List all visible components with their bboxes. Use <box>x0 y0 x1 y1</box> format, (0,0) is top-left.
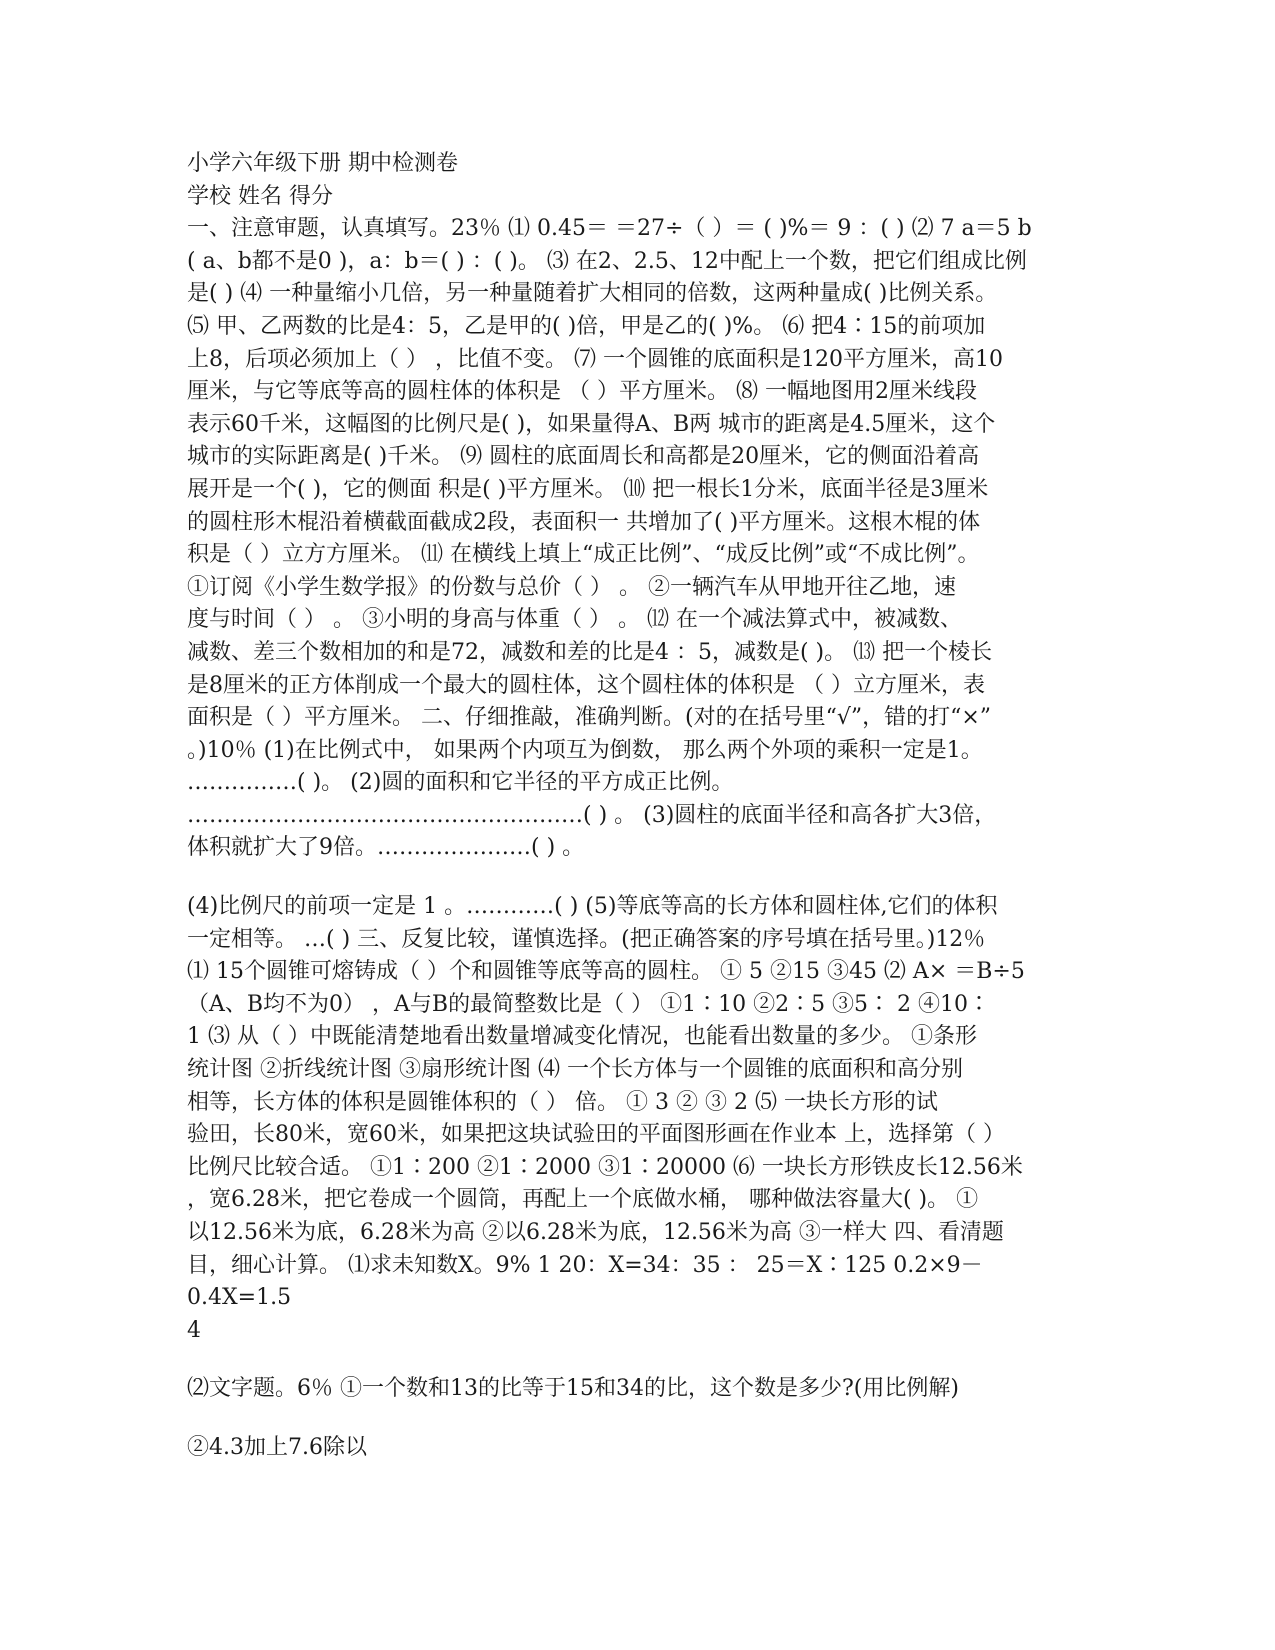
text-line: 。)10％ (1)在比例式中， 如果两个内项互为倒数， 那么两个外项的乘积一定是1。 <box>187 737 983 763</box>
text-line: 目，细心计算。 ⑴求未知数X。9% 1 20：X=34：35 ： 25＝X∶125 0.2×9－ <box>187 1252 983 1278</box>
text-line: 一定相等。 …( ) 三、反复比较，谨慎选择。(把正确答案的序号填在括号里。)12％ <box>187 926 986 952</box>
text-line: 0.4X=1.5 <box>187 1285 292 1311</box>
text-line: 是( ) ⑷ 一种量缩小几倍，另一种量随着扩大相同的倍数，这两种量成( )比例关系。 <box>187 281 998 307</box>
text-line: 验田，长80米，宽60米，如果把这块试验田的平面图形画在作业本 上，选择第（ ） <box>187 1122 1005 1148</box>
text-line: 度与时间（ ） 。 ③小明的身高与体重（ ） 。 ⑿ 在一个减法算式中，被减数、 <box>187 607 962 633</box>
text-line: ⑵文字题。6％ ①一个数和13的比等于15和34的比，这个数是多少?(用比例解) <box>187 1376 959 1402</box>
doc-title: 小学六年级下册 期中检测卷 <box>187 151 458 176</box>
text-line: ①订阅《小学生数学报》的份数与总价（ ） 。 ②一辆汽车从甲地开往乙地，速 <box>187 574 956 600</box>
doc-header-fields: 学校 姓名 得分 <box>187 183 333 209</box>
text-line: 厘米，与它等底等高的圆柱体的体积是 （ ）平方厘米。 ⑻ 一幅地图用2厘米线段 <box>187 379 977 405</box>
text-line: ②4.3加上7.6除以 <box>187 1434 367 1460</box>
text-line: ………………………………………………( ) 。 (3)圆柱的底面半径和高各扩大3倍， <box>187 802 997 828</box>
text-line: 是8厘米的正方体削成一个最大的圆柱体，这个圆柱体的体积是 （ ）立方厘米，表 <box>187 672 985 698</box>
text-line: 相等，长方体的体积是圆锥体积的（ ） 倍。 ① 3 ② ③ 2 ⑸ 一块长方形的试 <box>187 1089 938 1115</box>
text-line: 1 ⑶ 从（ ）中既能清楚地看出数量增减变化情况，也能看出数量的多少。 ①条形 <box>187 1024 977 1050</box>
text-line: ……………( )。 (2)圆的面积和它半径的平方成正比例。 <box>187 770 734 796</box>
text-line: ⑴ 15个圆锥可熔铸成（ ）个和圆锥等底等高的圆柱。 ① 5 ②15 ③45 ⑵ A× ＝B÷5 <box>187 959 1025 985</box>
text-line: 上8，后项必须加上（ ） ，比值不变。 ⑺ 一个圆锥的底面积是120平方厘米，高10 <box>187 346 1003 372</box>
text-line: （A、B均不为0） ，A与B的最简整数比是（ ） ①1∶10 ②2∶5 ③5∶ 2 ④10∶ <box>187 991 991 1017</box>
blank-line <box>187 1406 1087 1432</box>
blank-line <box>187 865 1087 891</box>
text-line: (4)比例尺的前项一定是 1 。…………( ) (5)等底等高的长方体和圆柱体,它们的体积 <box>187 894 998 920</box>
text-line: 4 <box>187 1317 201 1343</box>
text-line: 统计图 ②折线统计图 ③扇形统计图 ⑷ 一个长方体与一个圆锥的底面积和高分别 <box>187 1057 963 1083</box>
text-line: 以12.56米为底，6.28米为高 ②以6.28米为底，12.56米为高 ③一样大 四、看清题 <box>187 1220 1004 1245</box>
document-page <box>187 148 1087 1465</box>
text-line: 体积就扩大了9倍。…………………( ) 。 <box>187 835 585 861</box>
text-line: ( a、b都不是0 )，a：b＝( ) ：( )。 ⑶ 在2、2.5、12中配上一个数，把它们组成比例 <box>187 248 1027 274</box>
text-line: 的圆柱形木棍沿着横截面截成2段，表面积一 共增加了( )平方厘米。这根木棍的体 <box>187 509 981 535</box>
text-line: 表示60千米，这幅图的比例尺是( )，如果量得A、B两 城市的距离是4.5厘米，这个 <box>187 411 996 437</box>
text-line: 积是（ ）立方方厘米。 ⑾ 在横线上填上“成正比例”、“成反比例”或“不成比例”。 <box>187 542 980 568</box>
text-line: ，宽6.28米，把它卷成一个圆筒，再配上一个底做水桶， 哪种做法容量大( )。 ① <box>187 1187 979 1213</box>
text-line: 减数、差三个数相加的和是72，减数和差的比是4 ：5，减数是( )。 ⒀ 把一个棱长 <box>187 639 993 665</box>
text-line: ⑸ 甲、乙两数的比是4：5，乙是甲的( )倍，甲是乙的( )%。 ⑹ 把4∶15的前项加 <box>187 313 986 339</box>
blank-line <box>187 1347 1087 1373</box>
text-line: 城市的实际距离是( )千米。 ⑼ 圆柱的底面周长和高都是20厘米，它的侧面沿着高 <box>187 444 980 470</box>
text-line: 面积是（ ）平方厘米。 二、仔细推敲，准确判断。(对的在括号里“√”，错的打“×” <box>187 705 992 731</box>
text-line: 比例尺比较合适。 ①1∶200 ②1∶2000 ③1∶20000 ⑹ 一块长方形铁皮长12.56米 <box>187 1154 1023 1180</box>
text-line: 一、注意审题，认真填写。23％ ⑴ 0.45＝ ＝27÷（ ）＝ ( )%＝ 9 ：( ) ⑵ 7 a＝5 b <box>187 216 1032 242</box>
text-line: 展开是一个( )，它的侧面 积是( )平方厘米。 ⑽ 把一根长1分米，底面半径是3厘米 <box>187 476 989 502</box>
